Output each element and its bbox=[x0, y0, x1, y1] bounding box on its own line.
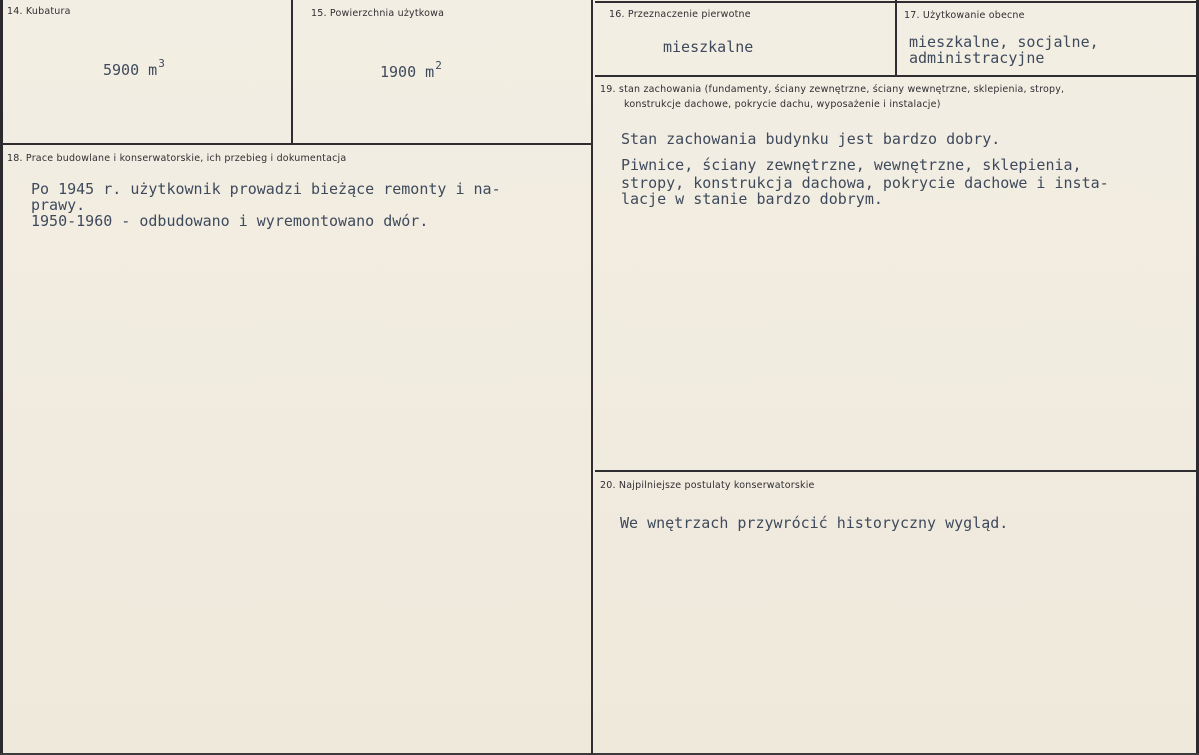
card-left-edge bbox=[0, 0, 3, 755]
rule-above-20 bbox=[595, 470, 1199, 472]
rule-below-16-17 bbox=[595, 75, 1199, 77]
field-16-label: 16. Przeznaczenie pierwotne bbox=[609, 9, 751, 20]
rule-below-14-15 bbox=[0, 143, 592, 145]
field-17-value-line1: mieszkalne, socjalne, bbox=[909, 33, 1099, 51]
field-18-text-line3: 1950-1960 - odbudowano i wyremontowano dwór. bbox=[31, 212, 429, 230]
field-17-value-line2: administracyjne bbox=[909, 49, 1045, 67]
field-18-text-line2: prawy. bbox=[31, 196, 86, 214]
field-15-superscript: 2 bbox=[435, 59, 442, 72]
field-19-text-line1: Stan zachowania budynku jest bardzo dobry. bbox=[621, 130, 1001, 148]
divider-14-15 bbox=[291, 0, 293, 144]
field-18-label: 18. Prace budowlane i konserwatorskie, ich przebieg i dokumentacja bbox=[7, 153, 347, 164]
field-19-label-line2: konstrukcje dachowe, pokrycie dachu, wyposażenie i instalacje) bbox=[624, 99, 941, 110]
divider-16-17 bbox=[895, 0, 897, 76]
top-rule-right bbox=[595, 1, 1199, 3]
field-17-label: 17. Użytkowanie obecne bbox=[904, 10, 1025, 21]
field-15-value: 1900 $m^2$ bbox=[380, 59, 442, 81]
field-20-label: 20. Najpilniejsze postulaty konserwatorskie bbox=[600, 480, 815, 491]
field-19-label-line1: 19. stan zachowania (fundamenty, ściany zewnętrzne, ściany wewnętrzne, sklepienia, stropy, bbox=[600, 84, 1065, 95]
field-19-text-line3: stropy, konstrukcja dachowa, pokrycie dachowe i insta- bbox=[621, 174, 1109, 192]
field-14-label: 14. Kubatura bbox=[7, 6, 71, 17]
field-14-value: 5900 $m^3$ bbox=[103, 57, 165, 79]
field-18-text-line1: Po 1945 r. użytkownik prowadzi bieżące remonty i na- bbox=[31, 180, 501, 198]
field-19-text-line4: lacje w stanie bardzo dobrym. bbox=[621, 190, 883, 208]
divider-main bbox=[591, 0, 593, 755]
field-15-label: 15. Powierzchnia użytkowa bbox=[311, 8, 445, 19]
field-20-text: We wnętrzach przywrócić historyczny wygląd. bbox=[620, 514, 1009, 532]
field-19-text-line2: Piwnice, ściany zewnętrzne, wewnętrzne, sklepienia, bbox=[621, 156, 1082, 174]
field-14-superscript: 3 bbox=[158, 57, 165, 70]
field-16-value: mieszkalne bbox=[663, 38, 754, 56]
